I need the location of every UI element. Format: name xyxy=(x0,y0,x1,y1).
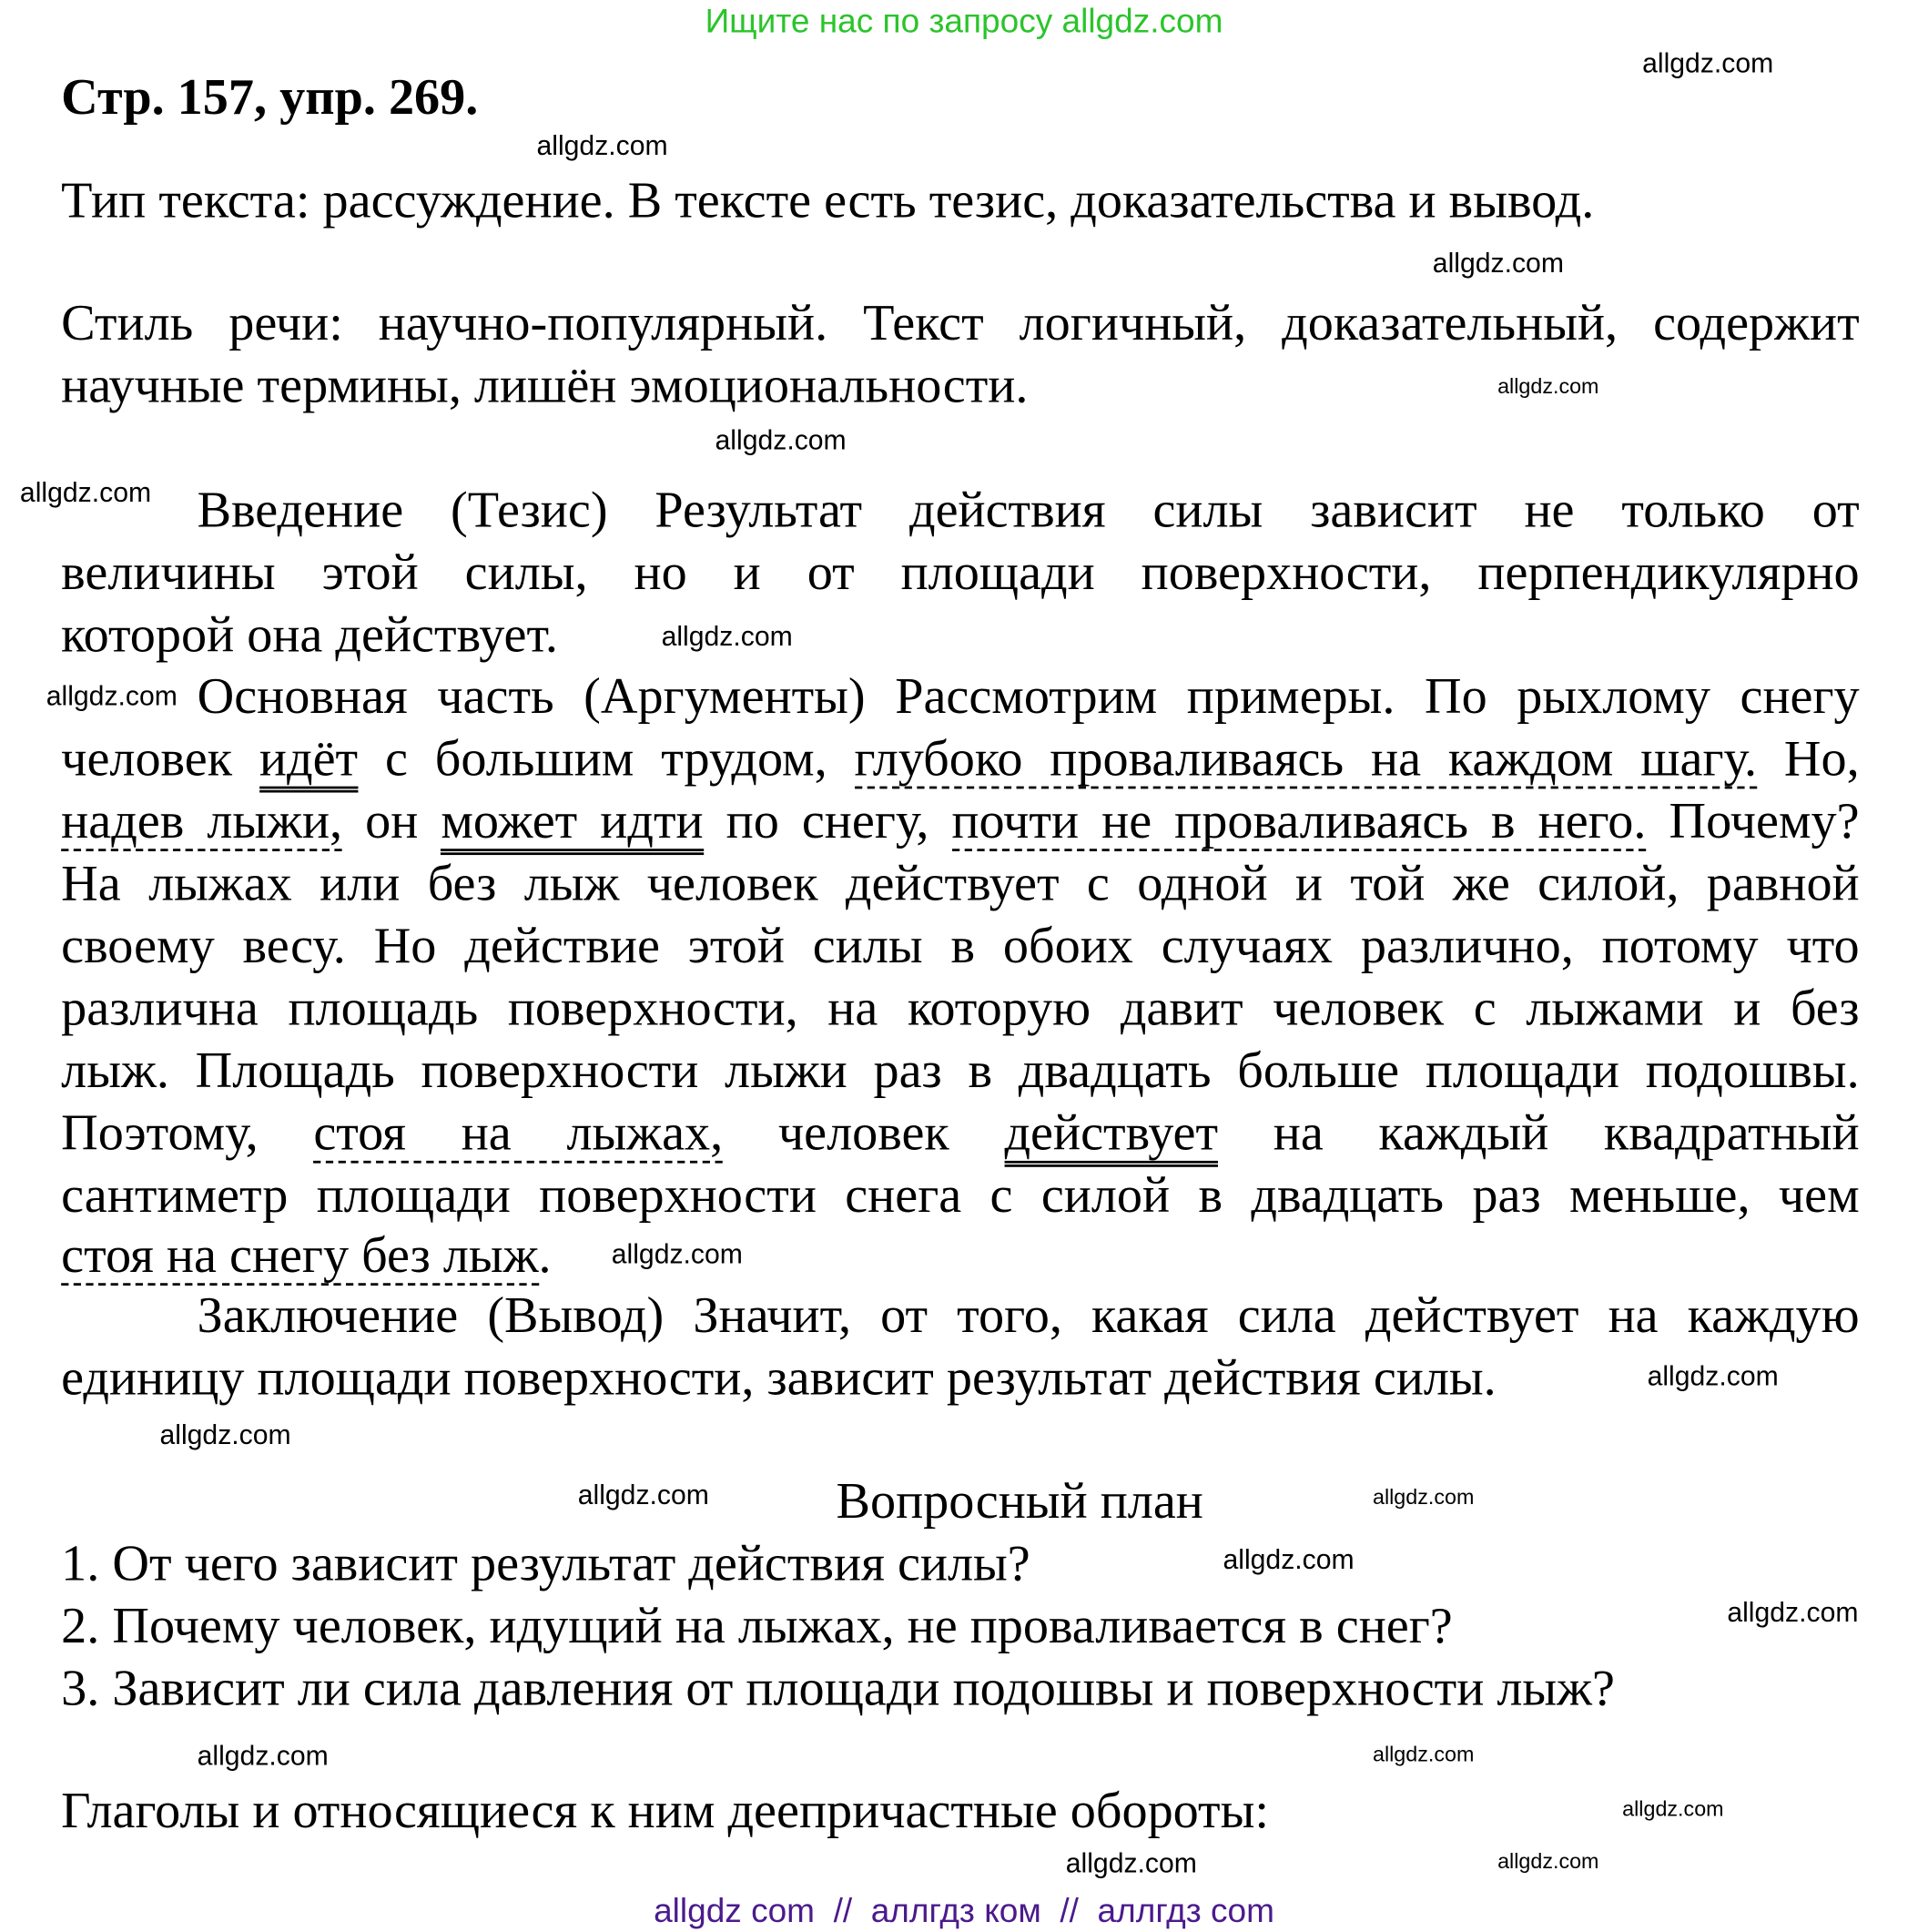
main-line xyxy=(61,1223,551,1286)
exercise-title: Стр. 157, упр. 269. xyxy=(61,67,479,126)
conclusion-line: единицу площади поверхности, зависит результат действия силы. xyxy=(61,1347,1497,1406)
text: Почему? xyxy=(1646,791,1860,849)
predicate-underlined: может идти xyxy=(441,791,703,855)
watermark: allgdz.com xyxy=(1497,374,1599,399)
plan-item: 1. От чего зависит результат действия силы? xyxy=(61,1533,1030,1591)
text: он xyxy=(342,791,441,849)
main-line xyxy=(61,788,1859,851)
watermark: allgdz.com xyxy=(46,680,178,712)
watermark: allgdz.com xyxy=(1432,247,1564,279)
text: человек xyxy=(61,728,259,787)
style-line: научные термины, лишён эмоциональности. xyxy=(61,355,1029,413)
main-line: лыж. Площадь поверхности лыжи раз в двадцать больше площади подошвы. xyxy=(61,1041,1860,1099)
search-hint-banner: Ищите нас по запросу allgdz.com xyxy=(705,2,1223,40)
watermark: allgdz.com xyxy=(1727,1596,1859,1628)
text: Поэтому, xyxy=(61,1103,314,1161)
text-type-line: Тип текста: рассуждение. В тексте есть тезис, доказательства и вывод. xyxy=(61,170,1595,229)
watermark: allgdz.com xyxy=(1497,1849,1599,1874)
watermark: allgdz.com xyxy=(197,1740,329,1772)
watermark: allgdz.com xyxy=(159,1418,291,1450)
participle-phrase-underlined: почти не проваливаясь в него. xyxy=(951,791,1646,851)
watermark: allgdz.com xyxy=(715,424,847,456)
participle-phrase-underlined: стоя на лыжах, xyxy=(313,1103,723,1164)
watermark: allgdz.com xyxy=(1647,1360,1779,1392)
watermark: allgdz.com xyxy=(19,476,152,508)
watermark: allgdz.com xyxy=(611,1237,743,1270)
intro-line: величины этой силы, но и от площади поверхности, перпендикулярно xyxy=(61,543,1860,601)
watermark: allgdz.com xyxy=(1065,1846,1197,1879)
verbs-heading: Глаголы и относящиеся к ним деепричастные обороты: xyxy=(61,1781,1270,1839)
predicate-underlined: идёт xyxy=(259,729,358,793)
text: . xyxy=(538,1225,552,1284)
text: Но, xyxy=(1757,728,1860,787)
watermark: allgdz.com xyxy=(661,620,793,652)
text: человек xyxy=(723,1103,1005,1161)
conclusion-line: Заключение (Вывод) Значит, от того, какая сила действует на каждую xyxy=(197,1286,1860,1344)
watermark: allgdz.com xyxy=(577,1479,709,1510)
watermark: allgdz.com xyxy=(536,129,668,161)
watermark: allgdz.com xyxy=(1223,1543,1355,1576)
main-line: Основная часть (Аргументы) Рассмотрим примеры. По рыхлому снегу xyxy=(197,666,1860,725)
main-line xyxy=(61,727,1859,789)
intro-line: Введение (Тезис) Результат действия силы зависит не только от xyxy=(197,480,1860,538)
plan-item: 2. Почему человек, идущий на лыжах, не проваливается в снег? xyxy=(61,1596,1453,1654)
footer-links[interactable]: allgdz com // аллгдз ком // аллгдз com xyxy=(654,1892,1274,1930)
intro-line: которой она действует. xyxy=(61,605,558,663)
plan-title: Вопросный план xyxy=(836,1471,1203,1530)
text: с большим трудом, xyxy=(358,728,855,787)
main-line xyxy=(61,1101,1859,1164)
main-line: сантиметр площади поверхности снега с силой в двадцать раз меньше, чем xyxy=(61,1165,1860,1224)
participle-phrase-underlined: глубоко проваливаясь на каждом шагу. xyxy=(855,729,1758,789)
plan-item: 3. Зависит ли сила давления от площади подошвы и поверхности лыж? xyxy=(61,1658,1615,1716)
text: на каждый квадратный xyxy=(1218,1103,1860,1161)
main-line: различна площадь поверхности, на которую давит человек с лыжами и без xyxy=(61,978,1860,1036)
style-line: Стиль речи: научно-популярный. Текст логичный, доказательный, содержит xyxy=(61,293,1860,351)
watermark: allgdz.com xyxy=(1372,1485,1475,1510)
predicate-underlined: действует xyxy=(1004,1103,1218,1167)
text: по снегу, xyxy=(703,791,952,849)
watermark: allgdz.com xyxy=(1622,1797,1724,1822)
watermark: allgdz.com xyxy=(1642,47,1774,79)
participle-phrase-underlined: надев лыжи, xyxy=(61,791,342,851)
watermark: allgdz.com xyxy=(1372,1742,1475,1766)
main-line: своему весу. Но действие этой силы в обоих случаях различно, потому что xyxy=(61,916,1860,974)
participle-phrase-underlined: стоя на снегу без лыж xyxy=(61,1225,538,1286)
main-line: На лыжах или без лыж человек действует с одной и той же силой, равной xyxy=(61,853,1860,911)
